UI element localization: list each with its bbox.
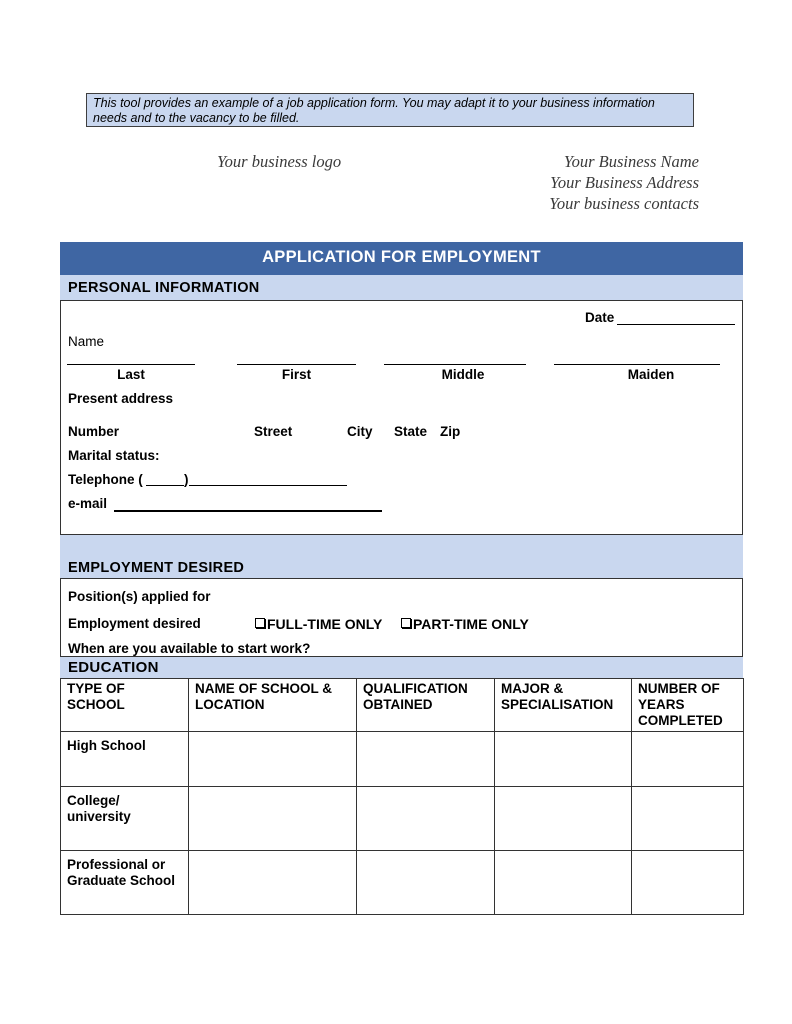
col-years-completed: NUMBER OF YEARS COMPLETED	[632, 679, 744, 732]
marital-status-label: Marital status:	[68, 448, 160, 463]
address-state-label: State	[394, 424, 428, 439]
table-cell[interactable]	[357, 732, 495, 787]
table-cell[interactable]	[189, 851, 357, 915]
last-name-field[interactable]	[67, 350, 195, 365]
table-cell[interactable]	[632, 787, 744, 851]
telephone-close-paren: )	[184, 472, 189, 487]
address-zip-label: Zip	[440, 424, 461, 439]
business-logo-placeholder: Your business logo	[217, 152, 342, 171]
email-field[interactable]	[114, 495, 382, 512]
row-label-college: College/ university	[61, 787, 189, 851]
part-time-checkbox[interactable]	[401, 618, 411, 628]
telephone-label: Telephone (	[68, 472, 143, 487]
address-number-label: Number	[68, 424, 120, 439]
maiden-name-label: Maiden	[627, 367, 675, 382]
email-label: e-mail	[68, 496, 108, 511]
first-name-field[interactable]	[237, 350, 356, 365]
table-cell[interactable]	[495, 732, 632, 787]
col-qualification: QUALIFICATION OBTAINED	[357, 679, 495, 732]
table-cell[interactable]	[357, 787, 495, 851]
date-label: Date	[585, 310, 615, 325]
table-cell[interactable]	[632, 851, 744, 915]
table-row	[61, 787, 744, 851]
table-cell[interactable]	[189, 787, 357, 851]
intro-note: This tool provides an example of a job application form. You may adapt it to your business information needs and to the vacancy to be filled.	[86, 93, 694, 127]
education-header-row	[61, 679, 744, 732]
table-row	[61, 732, 744, 787]
personal-info-heading: PERSONAL INFORMATION	[60, 275, 743, 301]
name-label: Name	[68, 334, 105, 349]
full-time-option[interactable]	[255, 616, 382, 632]
last-name-label: Last	[117, 367, 145, 382]
availability-label: When are you available to start work?	[68, 641, 311, 656]
col-type-of-school: TYPE OF SCHOOL	[61, 679, 189, 732]
col-school-name-location: NAME OF SCHOOL & LOCATION	[189, 679, 357, 732]
table-cell[interactable]	[357, 851, 495, 915]
business-address: Your Business Address	[550, 173, 699, 192]
table-cell[interactable]	[189, 732, 357, 787]
address-city-label: City	[347, 424, 373, 439]
present-address-label: Present address	[68, 391, 174, 406]
maiden-name-field[interactable]	[554, 350, 720, 365]
first-name-label: First	[281, 367, 312, 382]
row-label-professional: Professional or Graduate School	[61, 851, 189, 915]
middle-name-label: Middle	[441, 367, 485, 382]
middle-name-field[interactable]	[384, 350, 526, 365]
table-cell[interactable]	[495, 851, 632, 915]
form-title: APPLICATION FOR EMPLOYMENT	[60, 242, 743, 275]
table-cell[interactable]	[495, 787, 632, 851]
date-field[interactable]	[617, 308, 735, 325]
business-name: Your Business Name	[563, 152, 699, 171]
part-time-option[interactable]	[401, 616, 529, 632]
full-time-label: FULL-TIME ONLY	[267, 616, 383, 632]
telephone-number-field[interactable]	[189, 470, 347, 486]
full-time-checkbox[interactable]	[255, 618, 265, 628]
education-heading: EDUCATION	[60, 657, 743, 678]
part-time-label: PART-TIME ONLY	[413, 616, 529, 632]
employment-desired-heading: EMPLOYMENT DESIRED	[60, 535, 743, 579]
employment-desired-label: Employment desired	[68, 616, 201, 631]
address-street-label: Street	[254, 424, 293, 439]
table-row	[61, 851, 744, 915]
business-contacts: Your business contacts	[549, 194, 699, 213]
row-label-high-school: High School	[61, 732, 189, 787]
table-cell[interactable]	[632, 732, 744, 787]
col-major: MAJOR & SPECIALISATION	[495, 679, 632, 732]
education-table	[60, 678, 744, 915]
positions-applied-label: Position(s) applied for	[68, 589, 211, 604]
telephone-area-code-field[interactable]	[146, 470, 184, 486]
